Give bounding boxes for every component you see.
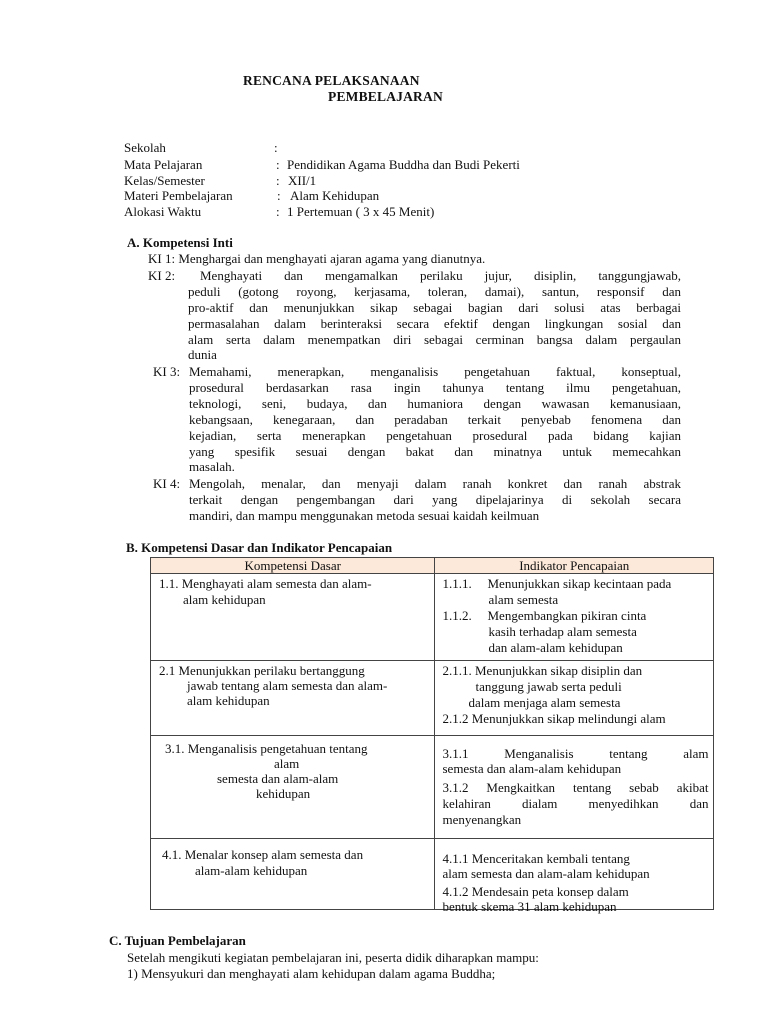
ind-line: semesta dan alam-alam kehidupan (442, 761, 622, 776)
ki2-line: alam serta dalam menempatkan diri sebagai cerminan bangsa dalam pergaulan (188, 332, 681, 347)
ind-line: alam semesta dan alam-alam kehidupan (442, 866, 650, 881)
kd-cell (151, 736, 435, 839)
table-row (151, 661, 714, 736)
kd-cell (151, 839, 435, 910)
ind-line: 2.1.1. Menunjukkan sikap disiplin dan (442, 663, 643, 678)
section-c-item-1: 1) Mensyukuri dan menghayati alam kehidupan dalam agama Buddha; (127, 966, 496, 981)
table-row (151, 574, 714, 661)
ind-line: alam semesta (488, 592, 559, 607)
kd-line: alam-alam kehidupan (195, 863, 308, 878)
ki3-line: Memahami, menerapkan, menganalisis pengetahuan faktual, konseptual, (189, 364, 681, 379)
kd-cell (151, 574, 435, 661)
ki3-line: prosedural berdasarkan rasa ingin tahunya tentang ilmu pengetahuan, (189, 380, 681, 395)
column-header-indikator: Indikator Pencapaian (435, 558, 714, 574)
kd-line: 1.1. Menghayati alam semesta dan alam- (159, 576, 372, 591)
kd-line: alam kehidupan (187, 693, 270, 708)
ind-line: 3.1.1 Menganalisis tentang alam (442, 746, 709, 761)
identity-value-mapel: Pendidikan Agama Buddha dan Budi Pekerti (287, 157, 520, 172)
ki3-line: masalah. (189, 459, 235, 474)
ind-line: kasih terhadap alam semesta (488, 624, 637, 639)
ind-line: menyenangkan (442, 812, 522, 827)
ind-num: 1.1.2. (442, 608, 472, 623)
ind-line: dalam menjaga alam semesta (468, 695, 621, 710)
title-line-2: PEMBELAJARAN (328, 89, 443, 104)
identity-sep: : (277, 188, 281, 203)
section-b-heading: B. Kompetensi Dasar dan Indikator Pencapaian (126, 540, 393, 555)
ki2-line: pro-aktif dan menunjukkan sikap sebagai bagian dari solusi atas berbagai (188, 300, 681, 315)
kd-line: kehidupan (256, 786, 311, 801)
ind-num: 1.1.1. (442, 576, 472, 591)
kd-table (150, 557, 714, 914)
kd-line: 3.1. Menganalisis pengetahuan tentang (165, 741, 368, 756)
ki4-label: KI 4: (153, 476, 181, 491)
identity-label-sekolah: Sekolah (124, 140, 166, 155)
kd-line: jawab tentang alam semesta dan alam- (187, 678, 388, 693)
kd-line: semesta dan alam-alam (217, 771, 339, 786)
identity-sep: : (274, 140, 278, 155)
table-row (151, 839, 714, 910)
section-a-heading: A. Kompetensi Inti (127, 235, 233, 250)
kd-line: alam (274, 756, 300, 771)
identity-label-mapel: Mata Pelajaran (124, 157, 203, 172)
table-row (151, 736, 714, 839)
kd-line: alam kehidupan (183, 592, 266, 607)
column-header-kd: Kompetensi Dasar (151, 558, 435, 574)
ind-line: 4.1.1 Menceritakan kembali tentang (442, 851, 630, 866)
indikator-cell (435, 736, 714, 839)
ki2-line: Menghayati dan mengamalkan perilaku jujur, disiplin, tanggungjawab, (200, 268, 681, 283)
ind-line: Menunjukkan sikap kecintaan pada (487, 576, 672, 591)
identity-label-alokasi: Alokasi Waktu (124, 204, 202, 219)
identity-sep: : (276, 157, 280, 172)
identity-value-materi: Alam Kehidupan (290, 188, 380, 203)
identity-label-kelas: Kelas/Semester (124, 173, 205, 188)
indikator-cell (435, 574, 714, 661)
ki4-line: Mengolah, menalar, dan menyaji dalam ranah konkret dan ranah abstrak (189, 476, 681, 491)
ind-line: dan alam-alam kehidupan (488, 640, 623, 655)
ind-line: 3.1.2 Mengkaitkan tentang sebab akibat (442, 780, 709, 795)
ki2-line: peduli (gotong royong, kerjasama, toleran, damai), santun, responsif dan (188, 284, 681, 299)
ki3-line: kebangsaan, kenegaraan, dan peradaban terkait penyebab fenomena dan (189, 412, 681, 427)
ind-line: tanggung jawab serta peduli (475, 679, 622, 694)
indikator-cell (435, 661, 714, 736)
ind-line: Mengembangkan pikiran cinta (487, 608, 647, 623)
kd-line: 2.1 Menunjukkan perilaku bertanggung (159, 663, 365, 678)
identity-value-alokasi: 1 Pertemuan ( 3 x 45 Menit) (287, 204, 435, 219)
kd-line: 4.1. Menalar konsep alam semesta dan (162, 847, 364, 862)
ind-line: kelahiran dialam menyedihkan dan (442, 796, 709, 811)
identity-label-materi: Materi Pembelajaran (124, 188, 233, 203)
ki1-text: KI 1: Menghargai dan menghayati ajaran agama yang dianutnya. (148, 251, 486, 266)
ki2-line: dunia (188, 347, 217, 362)
table-header-row (151, 558, 714, 574)
kd-cell (151, 661, 435, 736)
identity-value-kelas: XII/1 (288, 173, 317, 188)
indikator-cell (435, 839, 714, 914)
ind-line: 2.1.2 Menunjukkan sikap melindungi alam (442, 711, 666, 726)
ind-line: bentuk skema 31 alam kehidupan (442, 899, 617, 914)
section-c-heading: C. Tujuan Pembelajaran (109, 933, 246, 948)
ki3-line: teknologi, seni, budaya, dan humaniora dengan wawasan kemanusiaan, (189, 396, 681, 411)
ki2-label: KI 2: (148, 268, 176, 283)
ki3-line: yang spesifik sesuai dengan bakat dan minatnya untuk memecahkan (189, 444, 681, 459)
section-c-intro: Setelah mengikuti kegiatan pembelajaran ini, peserta didik diharapkan mampu: (127, 950, 539, 965)
ki3-label: KI 3: (153, 364, 181, 379)
ki2-line: permasalahan dalam berinteraksi secara efektif dengan lingkungan sosial dan (188, 316, 681, 331)
identity-sep: : (276, 173, 280, 188)
identity-sep: : (276, 204, 280, 219)
ki3-line: kejadian, serta menerapkan pengetahuan prosedural pada bidang kajian (189, 428, 681, 443)
ki4-line: mandiri, dan mampu menggunakan metoda sesuai kaidah keilmuan (189, 508, 540, 523)
ind-line: 4.1.2 Mendesain peta konsep dalam (442, 884, 629, 899)
title-line-1: RENCANA PELAKSANAAN (243, 73, 420, 88)
ki4-line: terkait dengan pengembangan dari yang dipelajarinya di sekolah secara (189, 492, 681, 507)
